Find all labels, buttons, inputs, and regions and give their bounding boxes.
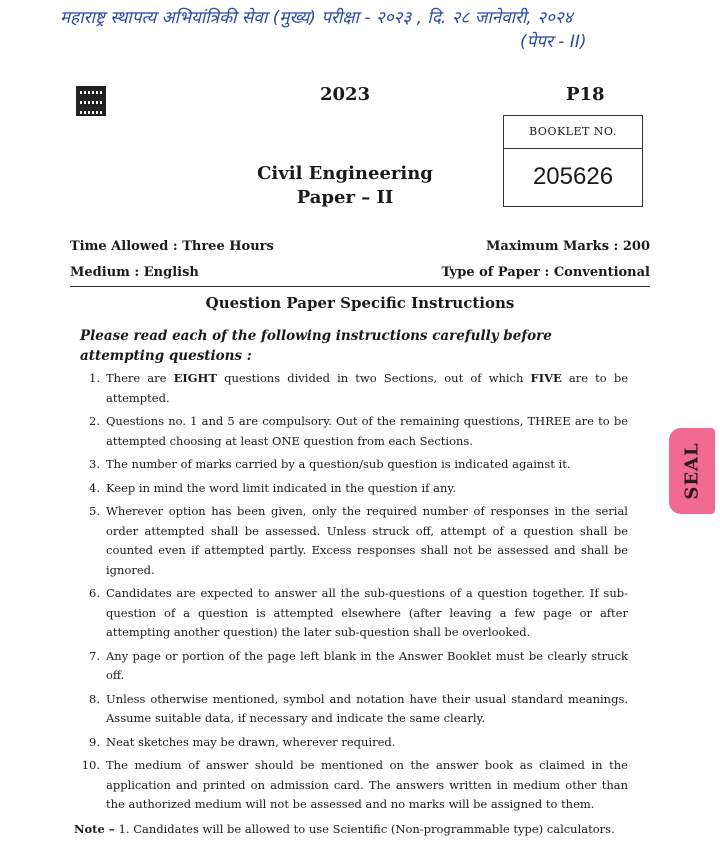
instruction-number: 7. [89, 648, 100, 663]
instruction-number: 9. [89, 734, 100, 749]
instruction-text: Wherever option has been given, only the required number of responses in the serial order attempted shall be assessed. Unless struck off, attempt of a question shall be counted even if attempted partly. Excess responses shall not be assessed and shall be ignored. [106, 504, 628, 577]
instruction-item [78, 647, 628, 686]
paper-code: P18 [566, 84, 605, 105]
handwritten-line-1: महाराष्ट्र स्थापत्य अभियांत्रिकी सेवा (मुख्य) परीक्षा - २०२३ , दि. २८ जानेवारी, २०२४ [60, 8, 573, 28]
instruction-number: 10. [81, 758, 100, 772]
instruction-text: Any page or portion of the page left blank in the Answer Booklet must be clearly struck off. [106, 648, 628, 682]
seal-sticker [669, 428, 715, 514]
instruction-text: Unless otherwise mentioned, symbol and notation have their usual standard meanings. Assume suitable data, if necessary and indicate the same clearly. [106, 691, 628, 725]
handwritten-header [60, 6, 710, 54]
note-text: 1. Candidates will be allowed to use Scientific (Non-programmable type) calculators. [118, 822, 615, 836]
instructions-heading: Question Paper Specific Instructions [205, 294, 515, 312]
instruction-item [78, 412, 628, 451]
qr-code-icon [76, 86, 106, 116]
instruction-text: Neat sketches may be drawn, wherever required. [106, 734, 396, 749]
instruction-number: 3. [89, 457, 100, 471]
instruction-text: are to be attempted. [106, 371, 629, 405]
instruction-item [78, 733, 628, 753]
instruction-number: 6. [89, 586, 100, 600]
note-label: Note – [74, 822, 119, 836]
instruction-text: Questions no. 1 and 5 are compulsory. Out of the remaining questions, THREE are to be attempted choosing at least ONE question from each Sections. [106, 414, 628, 448]
instruction-number: 1. [89, 371, 100, 385]
meta-row-1 [70, 239, 650, 254]
instruction-item [78, 369, 628, 408]
instruction-item [78, 479, 628, 499]
instruction-item [78, 455, 628, 475]
handwritten-line-2: (पेपर - II) [520, 32, 587, 52]
type-of-paper: Type of Paper : Conventional [441, 265, 650, 280]
booklet-number: 205626 [532, 163, 614, 190]
maximum-marks: Maximum Marks : 200 [486, 239, 650, 254]
instruction-number: 2. [89, 414, 100, 428]
instruction-text: Keep in mind the word limit indicated in the question if any. [106, 480, 456, 495]
instruction-number: 4. [89, 480, 100, 495]
note [74, 822, 654, 836]
instruction-text: The number of marks carried by a question/sub question is indicated against it. [106, 457, 571, 471]
instruction-number: 8. [89, 691, 100, 706]
instruction-text: questions divided in two Sections, out of which [216, 371, 531, 385]
instruction-item [78, 690, 628, 729]
exam-year: 2023 [320, 84, 371, 105]
booklet-number-box [503, 115, 643, 207]
instruction-number: 5. [89, 504, 100, 518]
instruction-item [78, 584, 628, 643]
instruction-emphasis: EIGHT [173, 371, 217, 385]
seal-label: SEAL [681, 442, 703, 500]
divider [70, 286, 650, 287]
instructions-intro: Please read each of the following instructions carefully before attempting questions : [80, 328, 552, 364]
instruction-text: Candidates are expected to answer all the sub-questions of a question together. If sub-question of a question is attempted elsewhere (after leaving a few page or after attempting another question) the later sub-question shall be overlooked. [106, 586, 628, 639]
instruction-emphasis: FIVE [530, 371, 562, 385]
time-allowed: Time Allowed : Three Hours [70, 239, 274, 254]
instruction-text: The medium of answer should be mentioned on the answer book as claimed in the application and printed on admission card. The answers written in medium other than the authorized medium will not be assessed and no marks will be assigned to them. [106, 758, 628, 811]
instruction-item [78, 756, 628, 815]
instructions-list [78, 369, 628, 819]
instruction-item [78, 502, 628, 580]
subject-line-1: Civil Engineering [257, 163, 433, 184]
subject-line-2: Paper – II [296, 187, 394, 208]
medium: Medium : English [70, 265, 199, 280]
subject-title [230, 162, 460, 210]
instruction-text: There are [106, 371, 174, 385]
booklet-label: BOOKLET NO. [504, 116, 642, 149]
meta-row-2 [70, 265, 650, 280]
